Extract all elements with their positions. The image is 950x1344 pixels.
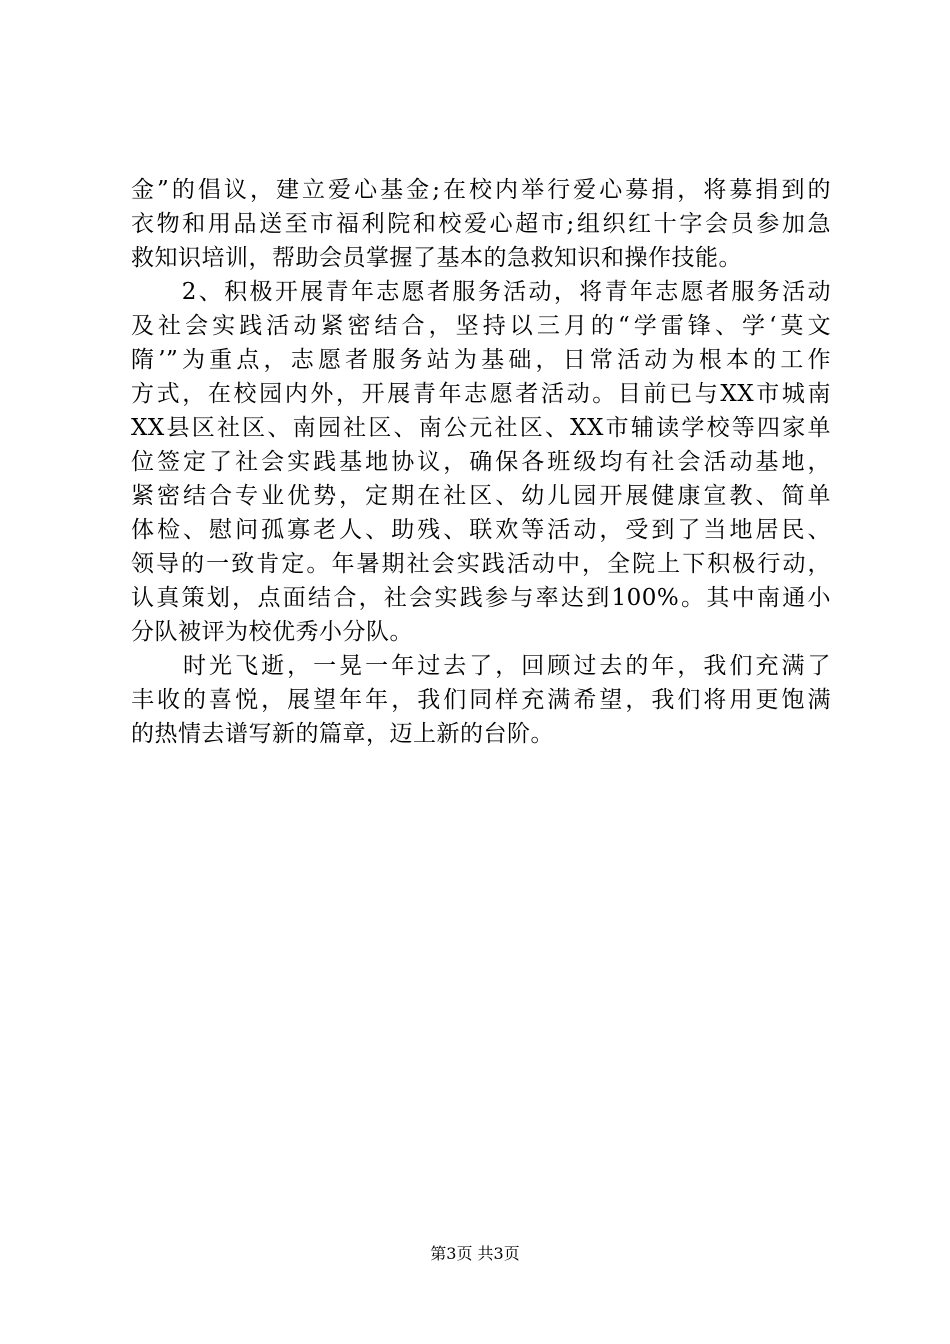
text-line: 领导的一致肯定。年暑期社会实践活动中，全院上下积极行动，: [131, 551, 831, 577]
text-line: 2、积极开展青年志愿者服务活动，将青年志愿者服务活动: [131, 279, 831, 305]
text-line: 体检、慰问孤寡老人、助残、联欢等活动，受到了当地居民、: [131, 517, 831, 543]
text-line: 丰收的喜悦，展望年年，我们同样充满希望，我们将用更饱满: [131, 687, 831, 713]
document-body: [131, 173, 831, 751]
text-line: 衣物和用品送至市福利院和校爱心超市;组织红十字会员参加急: [131, 211, 831, 237]
text-line: 及社会实践活动紧密结合，坚持以三月的“学雷锋、学‘莫文: [131, 313, 831, 339]
text-line: 认真策划，点面结合，社会实践参与率达到100%。其中南通小: [131, 585, 831, 611]
text-line: 位签定了社会实践基地协议，确保各班级均有社会活动基地，: [131, 449, 831, 475]
text-line: 紧密结合专业优势，定期在社区、幼儿园开展健康宣教、简单: [131, 483, 831, 509]
text-line: 分队被评为校优秀小分队。: [131, 619, 413, 645]
text-line: XX县区社区、南园社区、南公元社区、XX市辅读学校等四家单: [131, 415, 831, 441]
text-line: 隋’”为重点，志愿者服务站为基础，日常活动为根本的工作: [131, 347, 831, 373]
text-line: 金”的倡议，建立爱心基金;在校内举行爱心募捐，将募捐到的: [131, 177, 831, 203]
text-line: 的热情去谱写新的篇章，迈上新的台阶。: [131, 721, 554, 747]
page-footer: [0, 1243, 950, 1265]
text-line: 时光飞逝，一晃一年过去了，回顾过去的年，我们充满了: [131, 653, 831, 679]
text-line: 救知识培训，帮助会员掌握了基本的急救知识和操作技能。: [131, 245, 742, 271]
page-number: 第3页 共3页: [430, 1244, 520, 1263]
text-line: 方式，在校园内外，开展青年志愿者活动。目前已与XX市城南: [131, 381, 831, 407]
